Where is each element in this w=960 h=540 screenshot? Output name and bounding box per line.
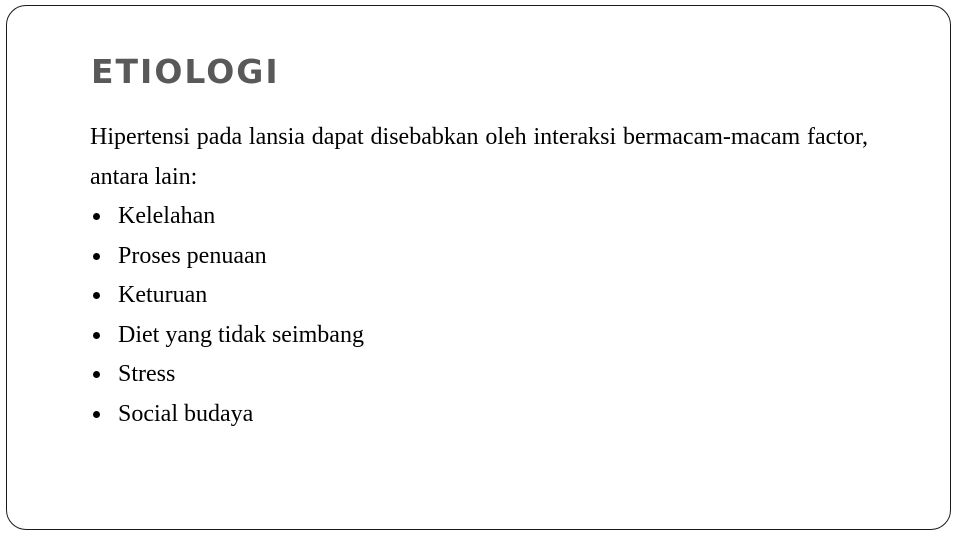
dot-bullet-icon (93, 371, 100, 378)
dot-bullet-icon (93, 253, 100, 260)
intro-paragraph: Hipertensi pada lansia dapat disebabkan oleh interaksi bermacam-macam factor, antara lain: (90, 124, 868, 190)
list-item (90, 197, 868, 237)
list-item-label: Social budaya (118, 400, 254, 427)
list-item (90, 237, 868, 277)
dot-bullet-icon (93, 292, 100, 299)
list-item-label: Stress (118, 361, 176, 387)
list-item-label: Proses penuaan (118, 242, 267, 269)
list-item (90, 316, 868, 356)
slide-body (90, 118, 868, 434)
dot-bullet-icon (93, 332, 100, 339)
list-item (90, 355, 868, 395)
list-item (90, 395, 868, 435)
list-item-label: Kelelahan (118, 203, 216, 229)
factor-list (90, 197, 868, 434)
list-item-label: Diet yang tidak seimbang (118, 321, 364, 348)
list-item-label: Keturuan (118, 282, 208, 308)
slide-title: ETIOLOGI (91, 52, 280, 91)
dot-bullet-icon (93, 411, 100, 418)
dot-bullet-icon (93, 213, 100, 220)
list-item (90, 276, 868, 316)
